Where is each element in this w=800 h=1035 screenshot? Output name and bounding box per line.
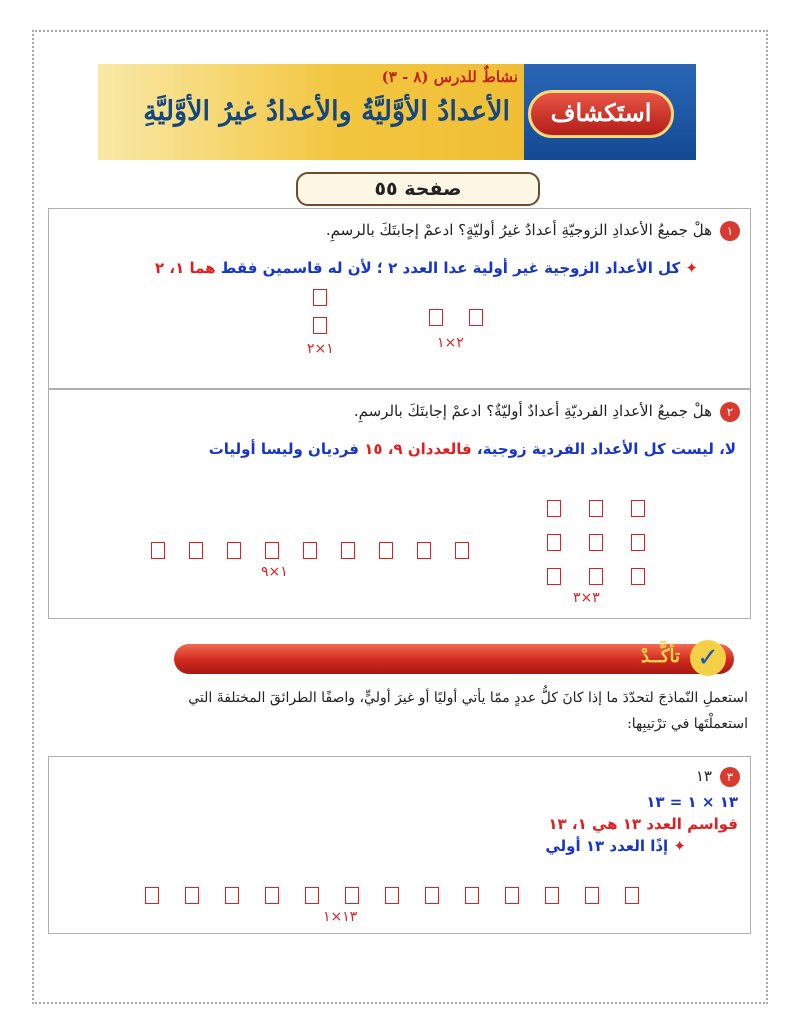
model-square bbox=[151, 542, 165, 559]
confirm-instruction-line-1: استعملِ النّماذجَ لتحدّدَ ما إذا كانَ كلُّ عددٍ ممّا يأتي أوليًا أو غيرَ أوليٍّ، واصفًا الطرائقَ المختلفةَ التي bbox=[188, 690, 748, 706]
model-square bbox=[455, 542, 469, 559]
page-label: صفحة ٥٥ bbox=[296, 172, 540, 206]
model-square bbox=[589, 568, 603, 585]
model-square bbox=[341, 542, 355, 559]
model-square bbox=[303, 542, 317, 559]
model-label-9x1: ١×٩ bbox=[261, 564, 288, 580]
model-square bbox=[505, 887, 519, 904]
model-square bbox=[265, 887, 279, 904]
model-square bbox=[305, 887, 319, 904]
model-square bbox=[547, 568, 561, 585]
confirm-instruction-line-2: استعملْتَها في ترْتيبِها: bbox=[627, 716, 748, 732]
model-square bbox=[589, 500, 603, 517]
question-1-number: ١ bbox=[720, 221, 740, 241]
model-square bbox=[625, 887, 639, 904]
model-square bbox=[185, 887, 199, 904]
question-3-text: ٣١٣ bbox=[696, 767, 740, 787]
model-square bbox=[313, 289, 327, 306]
question-3-equation: ١٣ × ١ = ١٣ bbox=[646, 793, 738, 811]
model-square bbox=[417, 542, 431, 559]
model-square bbox=[631, 534, 645, 551]
model-square bbox=[429, 309, 443, 326]
model-square bbox=[465, 887, 479, 904]
model-square bbox=[385, 887, 399, 904]
model-square bbox=[265, 542, 279, 559]
model-square bbox=[145, 887, 159, 904]
confirm-banner bbox=[174, 644, 734, 674]
model-square bbox=[379, 542, 393, 559]
model-square bbox=[225, 887, 239, 904]
checkmark-icon: ✓ bbox=[690, 640, 726, 676]
model-square bbox=[313, 317, 327, 334]
model-square bbox=[469, 309, 483, 326]
question-3-number: ٣ bbox=[720, 767, 740, 787]
model-square bbox=[425, 887, 439, 904]
model-label-1x2: ١×٢ bbox=[307, 341, 334, 357]
question-1-answer: ✦ كل الأعداد الزوجية غير أولية عدا العدد ٢ ؛ لأن له قاسمين فقط هما ١، ٢ bbox=[155, 259, 698, 277]
model-label-13x1: ١٣×١ bbox=[323, 909, 358, 925]
model-square bbox=[631, 500, 645, 517]
lesson-activity-label: نشاطٌ للدرس (٨ - ٣) bbox=[381, 68, 518, 86]
model-square bbox=[585, 887, 599, 904]
model-square bbox=[345, 887, 359, 904]
lesson-banner bbox=[98, 64, 696, 160]
question-3-box bbox=[48, 756, 751, 934]
confirm-title: تأكَّــدْ bbox=[640, 646, 680, 667]
model-square bbox=[227, 542, 241, 559]
model-square bbox=[547, 534, 561, 551]
model-label-3x3: ٣×٣ bbox=[573, 590, 600, 606]
question-1-box bbox=[48, 208, 751, 389]
explore-pill: استَكشاف bbox=[528, 90, 674, 138]
question-3-divisors: قواسم العدد ١٣ هي ١، ١٣ bbox=[548, 815, 738, 833]
model-square bbox=[545, 887, 559, 904]
model-square bbox=[189, 542, 203, 559]
question-2-text: ٢هلْ جميعُ الأعدادِ الفرديّةِ أعدادٌ أوليّةٌ؟ ادعمْ إجابتَكَ بالرسمِ. bbox=[354, 402, 740, 422]
model-label-2x1: ٢×١ bbox=[437, 335, 464, 351]
lesson-title: الأعدادُ الأوَّليَّةُ والأعدادُ غيرُ الأوَّليَّةِ bbox=[143, 96, 510, 127]
question-2-answer: لا، ليست كل الأعداد الفردية زوجية، فالعددان ٩، ١٥ فرديان وليسا أوليات bbox=[208, 440, 736, 458]
question-2-box bbox=[48, 389, 751, 619]
model-square bbox=[547, 500, 561, 517]
model-square bbox=[631, 568, 645, 585]
question-3-conclusion: ✦ إذًا العدد ١٣ أولي bbox=[545, 837, 686, 855]
question-1-text: ١هلْ جميعُ الأعدادِ الزوجيّةِ أعدادٌ غيرُ أوليّةٍ؟ ادعمْ إجابتَكَ بالرسمِ. bbox=[326, 221, 740, 241]
model-square bbox=[589, 534, 603, 551]
question-2-number: ٢ bbox=[720, 402, 740, 422]
